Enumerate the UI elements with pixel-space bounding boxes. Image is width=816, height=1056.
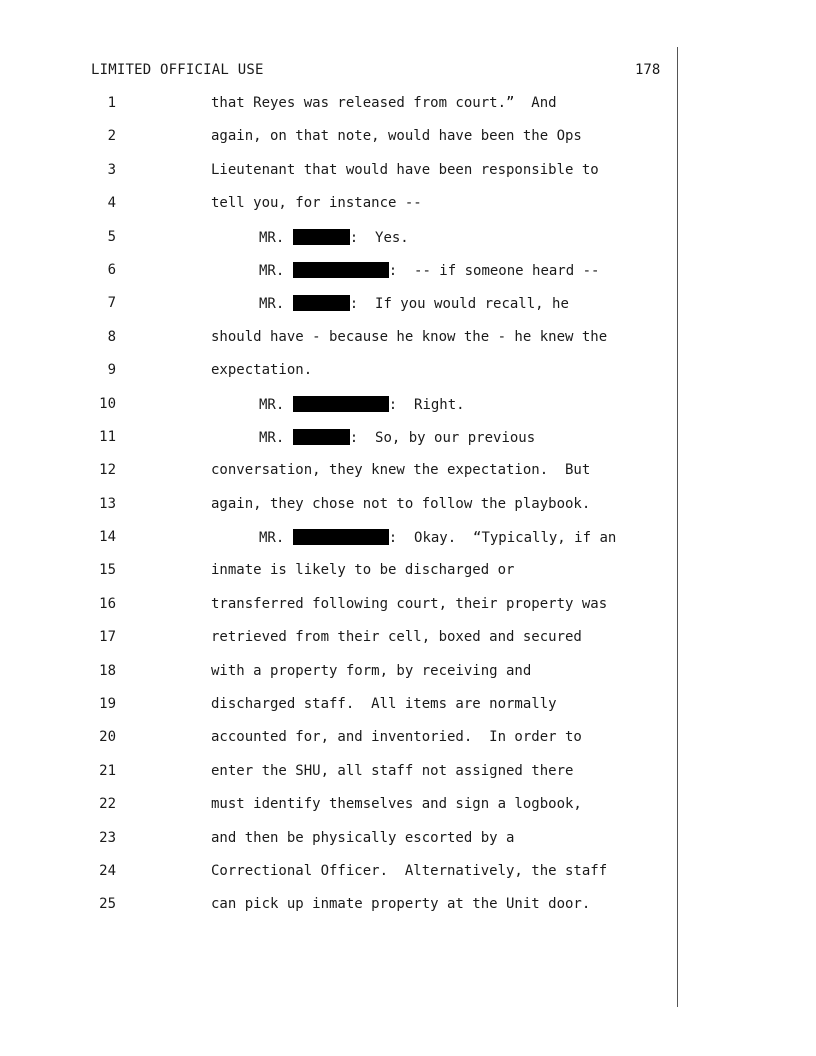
speaker-text: : If you would recall, he [349,296,569,313]
line-text: Lieutenant that would have been responsible to [211,161,599,178]
transcript-line [0,729,816,762]
transcript-line [0,830,816,863]
transcript-line [0,562,816,595]
line-text: should have - because he know the - he knew the [211,328,608,345]
line-number: 11 [99,428,116,445]
page-number: 178 [635,62,661,78]
line-text: discharged staff. All items are normally [211,696,557,713]
line-text: expectation. [211,362,313,379]
redaction-bar [293,295,350,311]
transcript-line [0,262,816,295]
speaker-text: : Right. [388,396,465,413]
line-number: 16 [99,595,116,612]
transcript-line [0,396,816,429]
line-number: 6 [107,261,116,278]
transcript-line [0,128,816,161]
line-text: that Reyes was released from court.” And [211,95,557,111]
transcript-line [0,429,816,462]
line-number: 4 [107,195,116,212]
line-number: 5 [107,228,116,245]
line-number: 1 [107,95,116,111]
transcript-line [0,896,816,929]
speaker-line [259,429,535,447]
line-text: tell you, for instance -- [211,195,422,212]
transcript-line [0,229,816,262]
speaker-text: : So, by our previous [349,429,536,446]
speaker-text: : Yes. [349,229,409,246]
transcript-line [0,696,816,729]
redaction-bar [293,396,389,412]
line-text: transferred following court, their property was [211,595,608,612]
transcript-line [0,295,816,328]
redaction-bar [293,229,350,245]
line-text: again, they chose not to follow the playbook. [211,495,591,512]
line-text: can pick up inmate property at the Unit door. [211,896,591,913]
speaker-line [259,529,616,547]
line-number: 14 [99,529,116,546]
line-text: with a property form, by receiving and [211,662,532,679]
redaction-bar [293,529,389,545]
speaker-prefix: MR. [259,296,285,313]
speaker-prefix: MR. [259,429,285,446]
line-text: inmate is likely to be discharged or [211,562,515,579]
line-number: 8 [107,328,116,345]
transcript-line [0,496,816,529]
transcript-line [0,863,816,896]
speaker-line [259,262,599,280]
line-text: enter the SHU, all staff not assigned there [211,762,574,779]
line-text: conversation, they knew the expectation. But [211,462,591,479]
line-number: 2 [107,128,116,145]
speaker-prefix: MR. [259,396,285,413]
line-text: Correctional Officer. Alternatively, the staff [211,862,608,879]
transcript-line [0,529,816,562]
speaker-text: : -- if someone heard -- [388,262,600,279]
line-text: and then be physically escorted by a [211,829,515,846]
speaker-text: : Okay. “Typically, if an [388,530,617,547]
speaker-prefix: MR. [259,262,285,279]
redaction-bar [293,429,350,445]
line-number: 9 [107,362,116,379]
line-number: 21 [99,762,116,779]
line-number: 20 [99,729,116,746]
redaction-bar [293,262,389,278]
line-text: again, on that note, would have been the Ops [211,128,582,145]
transcript-line [0,162,816,195]
transcript-line [0,796,816,829]
line-number: 12 [99,462,116,479]
line-number: 18 [99,662,116,679]
speaker-line [259,295,569,313]
transcript-line [0,329,816,362]
line-number: 19 [99,696,116,713]
line-number: 22 [99,796,116,813]
line-number: 13 [99,495,116,512]
transcript-line [0,462,816,495]
line-text: accounted for, and inventoried. In order to [211,729,582,746]
transcript-line [0,362,816,395]
speaker-line [259,396,465,414]
line-number: 24 [99,862,116,879]
transcript-line [0,763,816,796]
speaker-prefix: MR. [259,530,285,547]
speaker-line [259,229,409,247]
transcript-line [0,195,816,228]
transcript-line [0,95,816,128]
line-number: 10 [99,395,116,412]
classification-header: LIMITED OFFICIAL USE [91,62,264,78]
transcript-body [0,95,816,930]
line-number: 25 [99,896,116,913]
line-number: 15 [99,562,116,579]
line-text: retrieved from their cell, boxed and secured [211,629,582,646]
transcript-line [0,629,816,662]
line-number: 7 [107,295,116,312]
transcript-line [0,663,816,696]
speaker-prefix: MR. [259,229,285,246]
line-number: 23 [99,829,116,846]
line-number: 17 [99,629,116,646]
line-text: must identify themselves and sign a logbook, [211,796,582,813]
line-number: 3 [107,161,116,178]
transcript-line [0,596,816,629]
